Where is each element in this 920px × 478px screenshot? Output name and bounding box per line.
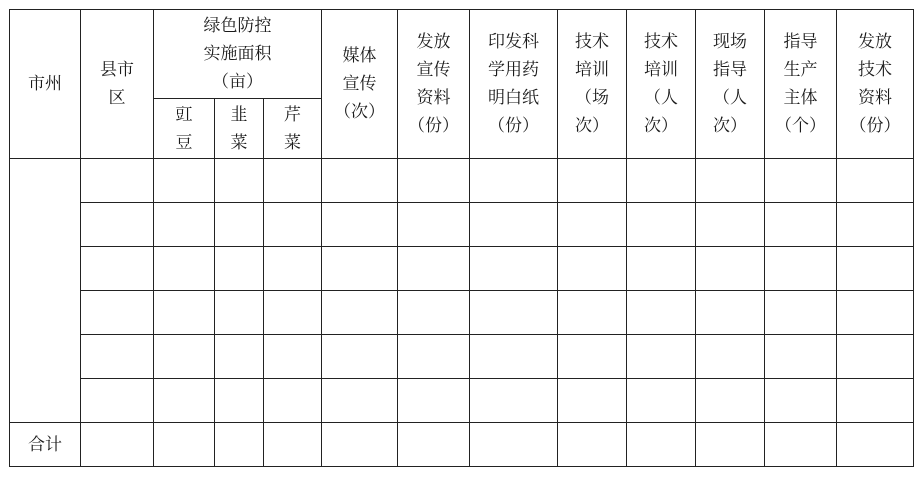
header-city: 市州 — [10, 10, 81, 159]
table-cell[interactable] — [696, 291, 765, 335]
table-cell[interactable] — [81, 291, 154, 335]
table-cell[interactable] — [215, 203, 264, 247]
table-cell[interactable] — [215, 291, 264, 335]
header-county: 县市 区 — [81, 10, 154, 159]
table-cell[interactable] — [627, 159, 696, 203]
table-cell[interactable] — [470, 203, 558, 247]
table-cell[interactable] — [558, 335, 627, 379]
table-cell[interactable] — [696, 203, 765, 247]
table-cell[interactable] — [215, 247, 264, 291]
table-cell[interactable] — [398, 379, 470, 423]
header-cowpea: 豇 豆 — [154, 99, 215, 159]
table-cell[interactable] — [558, 379, 627, 423]
table-cell[interactable] — [696, 379, 765, 423]
table-cell[interactable] — [470, 247, 558, 291]
table-cell[interactable] — [154, 247, 215, 291]
header-tech-materials: 发放 技术 资料 （份） — [837, 10, 914, 159]
table-cell[interactable] — [81, 159, 154, 203]
table-cell[interactable] — [264, 423, 322, 467]
table-cell[interactable] — [264, 379, 322, 423]
table-cell[interactable] — [765, 159, 837, 203]
header-producers: 指导 生产 主体 （个） — [765, 10, 837, 159]
table-cell[interactable] — [154, 159, 215, 203]
header-control-area: 绿色防控 实施面积 （亩） — [154, 10, 322, 99]
table-cell[interactable] — [322, 203, 398, 247]
table-cell[interactable] — [154, 379, 215, 423]
table-cell[interactable] — [837, 159, 914, 203]
table-cell[interactable] — [627, 291, 696, 335]
table-cell[interactable] — [837, 291, 914, 335]
table-cell[interactable] — [398, 291, 470, 335]
table-body — [10, 159, 914, 467]
table-cell[interactable] — [398, 423, 470, 467]
table-cell[interactable] — [81, 335, 154, 379]
table-cell[interactable] — [558, 423, 627, 467]
table-cell[interactable] — [765, 291, 837, 335]
table-cell[interactable] — [81, 203, 154, 247]
table-cell[interactable] — [765, 335, 837, 379]
table-cell[interactable] — [264, 291, 322, 335]
table-cell[interactable] — [696, 335, 765, 379]
table-cell[interactable] — [765, 203, 837, 247]
table-row — [10, 291, 914, 335]
table-row — [10, 335, 914, 379]
table-cell[interactable] — [81, 423, 154, 467]
header-pesticide-guide: 印发科 学用药 明白纸 （份） — [470, 10, 558, 159]
table-cell[interactable] — [627, 203, 696, 247]
header-publicity-materials: 发放 宣传 资料 （份） — [398, 10, 470, 159]
header-media-publicity: 媒体 宣传 （次） — [322, 10, 398, 159]
header-celery: 芹 菜 — [264, 99, 322, 159]
table-cell[interactable] — [470, 159, 558, 203]
table-cell[interactable] — [558, 291, 627, 335]
table-cell[interactable] — [470, 335, 558, 379]
table-cell[interactable] — [154, 335, 215, 379]
table-cell[interactable] — [322, 423, 398, 467]
table-cell[interactable] — [322, 247, 398, 291]
header-training-sessions: 技术 培训 （场 次） — [558, 10, 627, 159]
table-cell[interactable] — [215, 159, 264, 203]
table-cell[interactable] — [154, 291, 215, 335]
table-cell[interactable] — [322, 335, 398, 379]
table-cell[interactable] — [765, 247, 837, 291]
table-cell[interactable] — [627, 247, 696, 291]
table-cell[interactable] — [264, 247, 322, 291]
table-cell[interactable] — [215, 423, 264, 467]
table-cell[interactable] — [215, 335, 264, 379]
table-cell[interactable] — [154, 423, 215, 467]
table-cell[interactable] — [154, 203, 215, 247]
table-cell[interactable] — [398, 159, 470, 203]
total-row — [10, 423, 914, 467]
table-cell[interactable] — [696, 159, 765, 203]
data-table — [9, 9, 914, 467]
table-cell[interactable] — [264, 335, 322, 379]
table-cell[interactable] — [322, 159, 398, 203]
table-cell[interactable] — [470, 423, 558, 467]
table-cell[interactable] — [264, 159, 322, 203]
table-cell[interactable] — [837, 335, 914, 379]
table-cell[interactable] — [558, 159, 627, 203]
table-cell[interactable] — [627, 335, 696, 379]
table-row — [10, 247, 914, 291]
table-cell[interactable] — [81, 379, 154, 423]
table-cell[interactable] — [696, 247, 765, 291]
table-cell[interactable] — [765, 379, 837, 423]
table-cell[interactable] — [627, 379, 696, 423]
header-training-people: 技术 培训 （人 次） — [627, 10, 696, 159]
table-cell[interactable] — [837, 423, 914, 467]
table-cell[interactable] — [398, 203, 470, 247]
table-cell[interactable] — [470, 379, 558, 423]
header-chives: 韭 菜 — [215, 99, 264, 159]
table-cell[interactable] — [398, 247, 470, 291]
table-cell[interactable] — [322, 291, 398, 335]
total-label: 合计 — [10, 423, 81, 467]
table-row — [10, 379, 914, 423]
table-cell[interactable] — [470, 291, 558, 335]
table-cell[interactable] — [837, 203, 914, 247]
table-row — [10, 203, 914, 247]
table-cell[interactable] — [215, 379, 264, 423]
city-cell[interactable] — [10, 159, 81, 423]
table-cell[interactable] — [696, 423, 765, 467]
table-cell[interactable] — [558, 247, 627, 291]
table-cell[interactable] — [765, 423, 837, 467]
table-cell[interactable] — [558, 203, 627, 247]
table-cell[interactable] — [837, 247, 914, 291]
table-cell[interactable] — [837, 379, 914, 423]
header-field-guidance: 现场 指导 （人 次） — [696, 10, 765, 159]
table-cell[interactable] — [264, 203, 322, 247]
table-cell[interactable] — [322, 379, 398, 423]
table-cell[interactable] — [627, 423, 696, 467]
table-cell[interactable] — [398, 335, 470, 379]
table-row — [10, 159, 914, 203]
table-cell[interactable] — [81, 247, 154, 291]
